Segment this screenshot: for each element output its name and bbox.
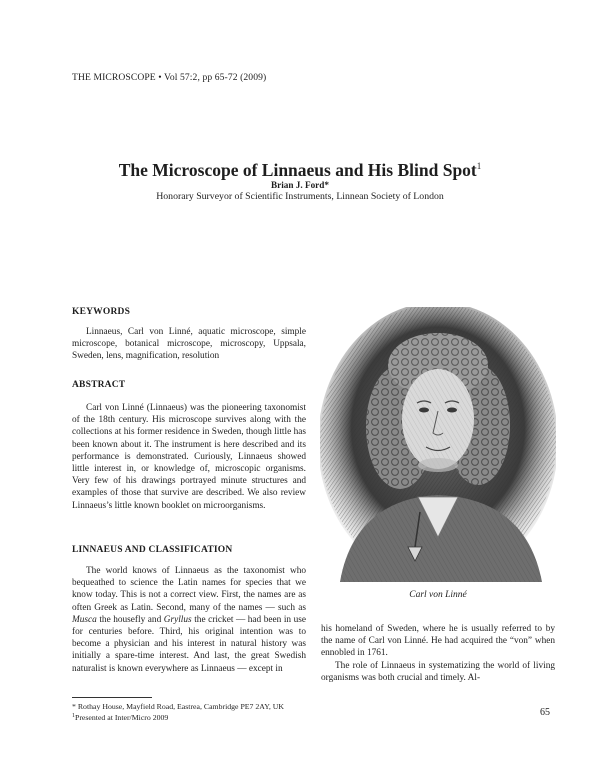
section-heading-classification: LINNAEUS AND CLASSIFICATION: [72, 545, 233, 555]
footnote-mark: 1: [72, 713, 75, 719]
article-title: [0, 160, 600, 181]
section-paragraph-left: [72, 565, 306, 675]
species-name-gryllus: Gryllus: [163, 614, 192, 625]
abstract-heading: ABSTRACT: [72, 380, 126, 390]
title-footnote-mark: 1: [476, 161, 482, 171]
portrait-figure: [320, 307, 556, 582]
title-text: The Microscope of Linnaeus and His Blind Spot: [118, 160, 477, 180]
paragraph-text: The world knows of Linnaeus as the taxonomist who bequeathed to science the Latin names for species that we know today. This is not a correct view. First, the names are as often Greek as Latin. Second, many of the names — such as: [72, 566, 306, 613]
footnote-presented: [72, 713, 168, 722]
footnote-rule: [72, 697, 152, 698]
keywords-text: Linnaeus, Carl von Linné, aquatic microscope, simple microscope, botanical microscope, microscopy, Uppsala, Sweden, lens, magnification, resolution: [72, 327, 306, 362]
paragraph-text: the cricket — had been in use for centuries before. Third, his original intention was to become a physician and his interest in natural history was initially a spare-time interest. And last, the great Swedish naturalist is known everywhere as Linnaeus — except in: [72, 614, 306, 674]
keywords-heading: KEYWORDS: [72, 307, 131, 317]
author-name: Brian J. Ford*: [271, 180, 329, 190]
abstract-text: Carl von Linné (Linnaeus) was the pioneering taxonomist of the 18th century. His microscope survives along with the collections at his former residence in Sweden, though little has been known about it. The instrument is here described and its performance is demonstrated. Curiously, Linnaeus showed little interest in, or knowledge of, microscopic organisms. Very few of his drawings portrayed minute structures and examples of those that survive are described. We also review Linnaeus’s little known booklet on microorganisms.: [72, 403, 306, 511]
footnote-affiliation: * Rothay House, Mayfield Road, Eastrea, Cambridge PE7 2AY, UK: [72, 702, 285, 711]
portrait-engraving: [320, 307, 556, 582]
species-name-musca: Musca: [72, 614, 97, 625]
author-affiliation: Honorary Surveyor of Scientific Instruments, Linnean Society of London: [156, 191, 444, 202]
footnote-presented-text: Presented at Inter/Micro 2009: [75, 713, 169, 722]
section-paragraph-right-continued: his homeland of Sweden, where he is usually referred to by the name of Carl von Linné. He had acquired the “von” when ennobled in 1761.: [321, 624, 555, 659]
running-head: THE MICROSCOPE • Vol 57:2, pp 65-72 (2009): [72, 72, 267, 83]
paragraph-text: the housefly and: [96, 614, 164, 625]
figure-caption: Carl von Linné: [409, 590, 467, 600]
section-paragraph-right-next: The role of Linnaeus in systematizing the world of living organisms was both crucial and timely. Al-: [321, 661, 555, 684]
page-number: 65: [540, 707, 550, 718]
